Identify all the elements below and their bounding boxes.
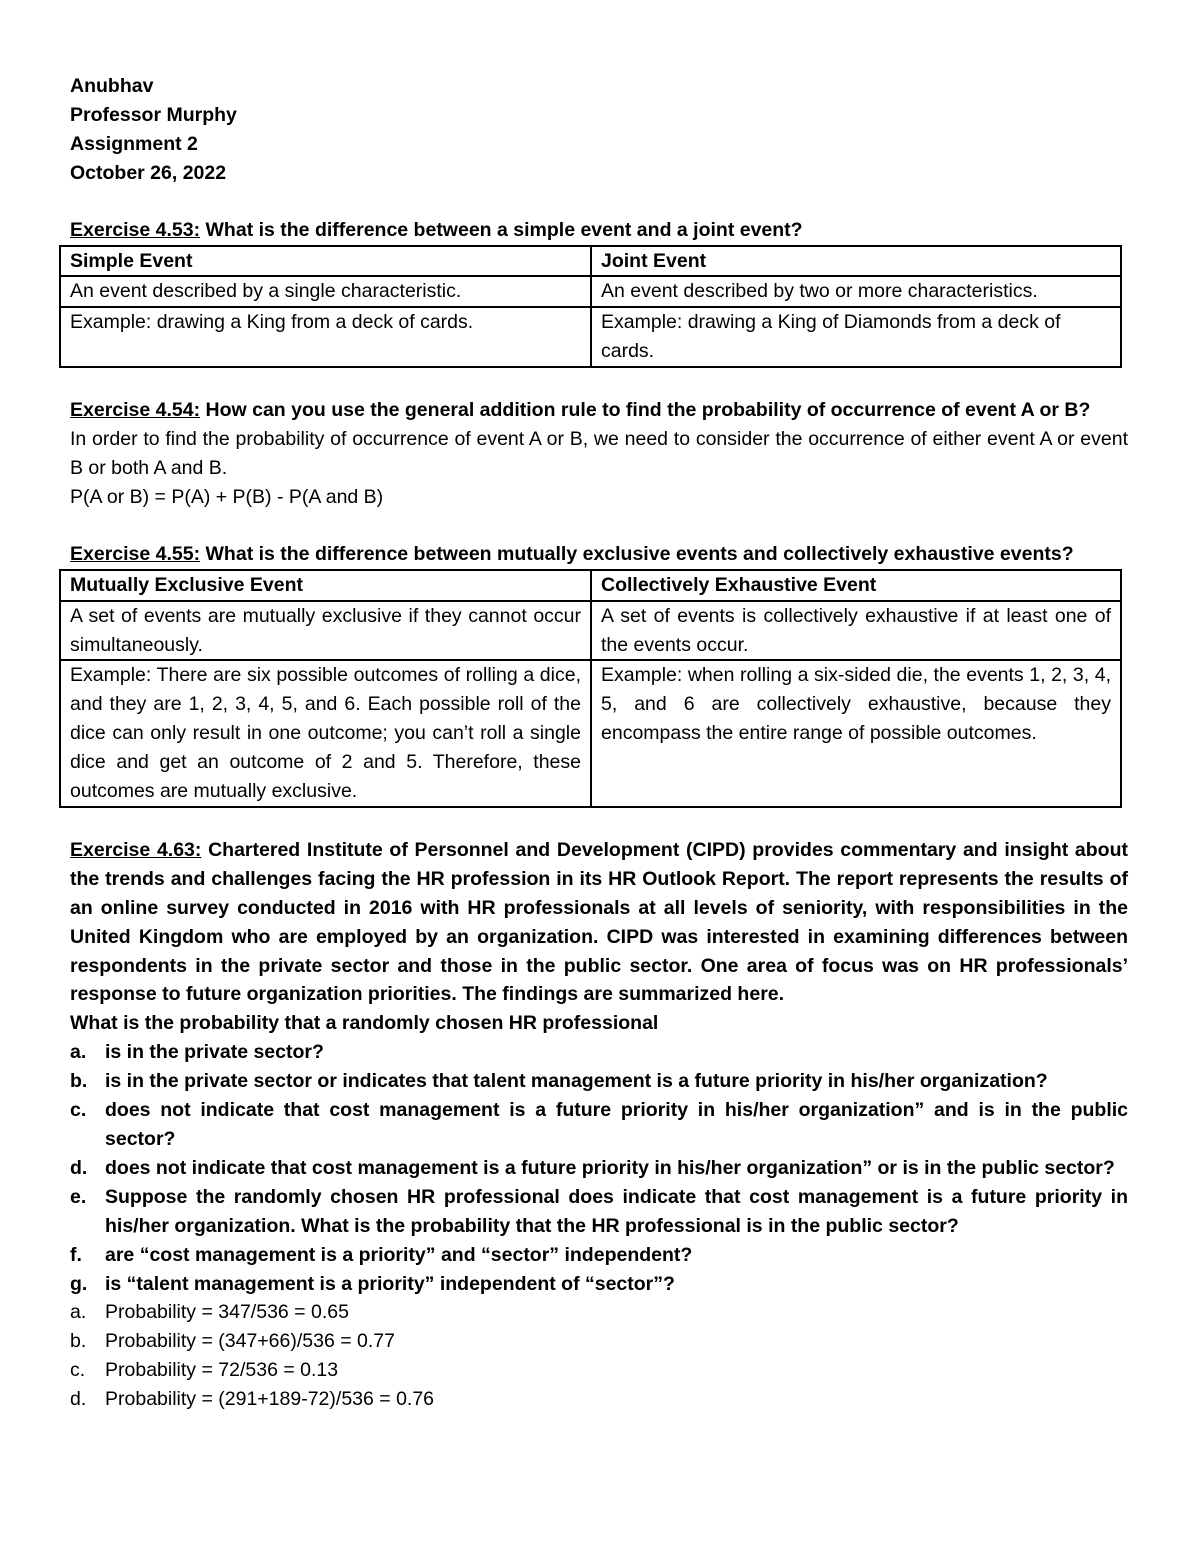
exercise-4-53-question-text: What is the difference between a simple event and a joint event? — [200, 218, 803, 241]
table-cell: A set of events are mutually exclusive if they cannot occur simultaneously. — [60, 601, 591, 661]
list-marker: g. — [70, 1272, 88, 1295]
table-header-cell: Simple Event — [60, 246, 591, 277]
list-item — [70, 1327, 1128, 1356]
list-item — [70, 1270, 1128, 1299]
answer-text: Probability = (291+189-72)/536 = 0.76 — [105, 1388, 435, 1411]
list-item — [70, 1183, 1128, 1241]
exercise-4-54-answer: In order to find the probability of occurrence of event A or B, we need to consider the occurrence of either event A or event B or both A and B. — [70, 428, 1128, 479]
list-marker: f. — [70, 1243, 82, 1266]
list-item-text: is in the private sector? — [105, 1041, 324, 1064]
assignment-title: Assignment 2 — [70, 132, 198, 155]
answer-text: Probability = (347+66)/536 = 0.77 — [105, 1330, 395, 1353]
table-header-row — [60, 570, 1121, 601]
assignment-date: October 26, 2022 — [70, 161, 227, 184]
table-row — [60, 276, 1121, 307]
professor-name: Professor Murphy — [70, 103, 237, 126]
list-item-text: Suppose the randomly chosen HR professional does indicate that cost management is a future priority in his/her organization. What is the probability that the HR professional is in the public sector? — [105, 1185, 1128, 1237]
list-marker: e. — [70, 1185, 87, 1208]
exclusive-exhaustive-table — [59, 569, 1122, 808]
table-header-cell: Joint Event — [591, 246, 1121, 277]
exercise-4-54-question — [70, 396, 1128, 425]
exercise-4-63-intro-text: Chartered Institute of Personnel and Development (CIPD) provides commentary and insight about the trends and challenges facing the HR profession in its HR Outlook Report. The report represents the results of an online survey conducted in 2016 with HR professionals at all levels of seniority, with responsibilities in the United Kingdom who are employed by an organization. CIPD was interested in examining differences between respondents in the private sector and those in the public sector. One area of focus was on HR professionals’ response to future organization priorities. The findings are summarized here. — [70, 838, 1128, 1006]
list-item — [70, 1154, 1128, 1183]
list-marker: a. — [70, 1301, 87, 1324]
list-item-text: is “talent management is a priority” independent of “sector”? — [105, 1272, 675, 1295]
list-item — [70, 1298, 1128, 1327]
answer-text: Probability = 72/536 = 0.13 — [105, 1359, 339, 1382]
exercise-4-54-question-text: How can you use the general addition rule to find the probability of occurrence of event A or B? — [200, 399, 1091, 422]
list-item — [70, 1385, 1128, 1414]
table-cell: Example: drawing a King of Diamonds from a deck of cards. — [591, 307, 1121, 367]
table-row — [60, 307, 1121, 367]
question-parts-list — [70, 1038, 1128, 1298]
exercise-4-53 — [70, 216, 1128, 369]
answer-text: Probability = 347/536 = 0.65 — [105, 1301, 349, 1324]
table-cell: Example: There are six possible outcomes of rolling a dice, and they are 1, 2, 3, 4, 5, and 6. Each possible roll of the dice can only result in one outcome; you can’t roll a single dice and get an outcome of 2 and 5. Therefore, these outcomes are mutually exclusive. — [60, 660, 591, 807]
list-marker: d. — [70, 1156, 88, 1179]
list-marker: c. — [70, 1099, 87, 1122]
exercise-4-55-question — [70, 540, 1128, 569]
header-block — [70, 72, 1128, 188]
exercise-4-55-question-text: What is the difference between mutually exclusive events and collectively exhaustive events? — [200, 542, 1074, 565]
list-item-text: is in the private sector or indicates that talent management is a future priority in his/her organization? — [105, 1070, 1048, 1093]
list-item-text: are “cost management is a priority” and “sector” independent? — [105, 1243, 693, 1266]
table-header-row — [60, 246, 1121, 277]
list-item — [70, 1096, 1128, 1154]
list-item — [70, 1356, 1128, 1385]
table-cell: An event described by a single characteristic. — [60, 276, 591, 307]
table-cell: An event described by two or more characteristics. — [591, 276, 1121, 307]
list-item-text: does not indicate that cost management is a future priority in his/her organization” or is in the public sector? — [105, 1156, 1115, 1179]
exercise-4-63-intro — [70, 836, 1128, 1009]
list-item — [70, 1038, 1128, 1067]
table-cell: Example: when rolling a six-sided die, the events 1, 2, 3, 4, 5, and 6 are collectively exhaustive, because they encompass the entire range of possible outcomes. — [591, 660, 1121, 807]
exercise-4-63 — [70, 836, 1128, 1414]
table-row — [60, 660, 1121, 807]
student-name: Anubhav — [70, 75, 154, 97]
table-cell: Example: drawing a King from a deck of cards. — [60, 307, 591, 367]
answers-list — [70, 1298, 1128, 1414]
exercise-4-63-question: What is the probability that a randomly chosen HR professional — [70, 1012, 659, 1035]
list-marker: a. — [70, 1041, 87, 1064]
document-page — [70, 72, 1128, 1414]
exercise-4-55 — [70, 540, 1128, 808]
exercise-4-54-label: Exercise 4.54: — [70, 399, 201, 422]
exercise-4-53-question — [70, 216, 1128, 245]
exercise-4-63-label: Exercise 4.63: — [70, 838, 202, 861]
table-row — [60, 601, 1121, 661]
list-item — [70, 1241, 1128, 1270]
list-item — [70, 1067, 1128, 1096]
exercise-4-54 — [70, 396, 1128, 512]
list-marker: d. — [70, 1388, 87, 1411]
table-cell: A set of events is collectively exhaustive if at least one of the events occur. — [591, 601, 1121, 661]
exercise-4-55-label: Exercise 4.55: — [70, 542, 201, 565]
simple-joint-event-table — [59, 245, 1122, 369]
list-marker: c. — [70, 1359, 86, 1382]
list-marker: b. — [70, 1330, 87, 1353]
table-header-cell: Mutually Exclusive Event — [60, 570, 591, 601]
table-header-cell: Collectively Exhaustive Event — [591, 570, 1121, 601]
exercise-4-54-formula: P(A or B) = P(A) + P(B) - P(A and B) — [70, 485, 384, 508]
list-item-text: does not indicate that cost management is a future priority in his/her organization” and is in the public sector? — [105, 1099, 1128, 1150]
exercise-4-53-label: Exercise 4.53: — [70, 218, 201, 241]
list-marker: b. — [70, 1070, 88, 1093]
